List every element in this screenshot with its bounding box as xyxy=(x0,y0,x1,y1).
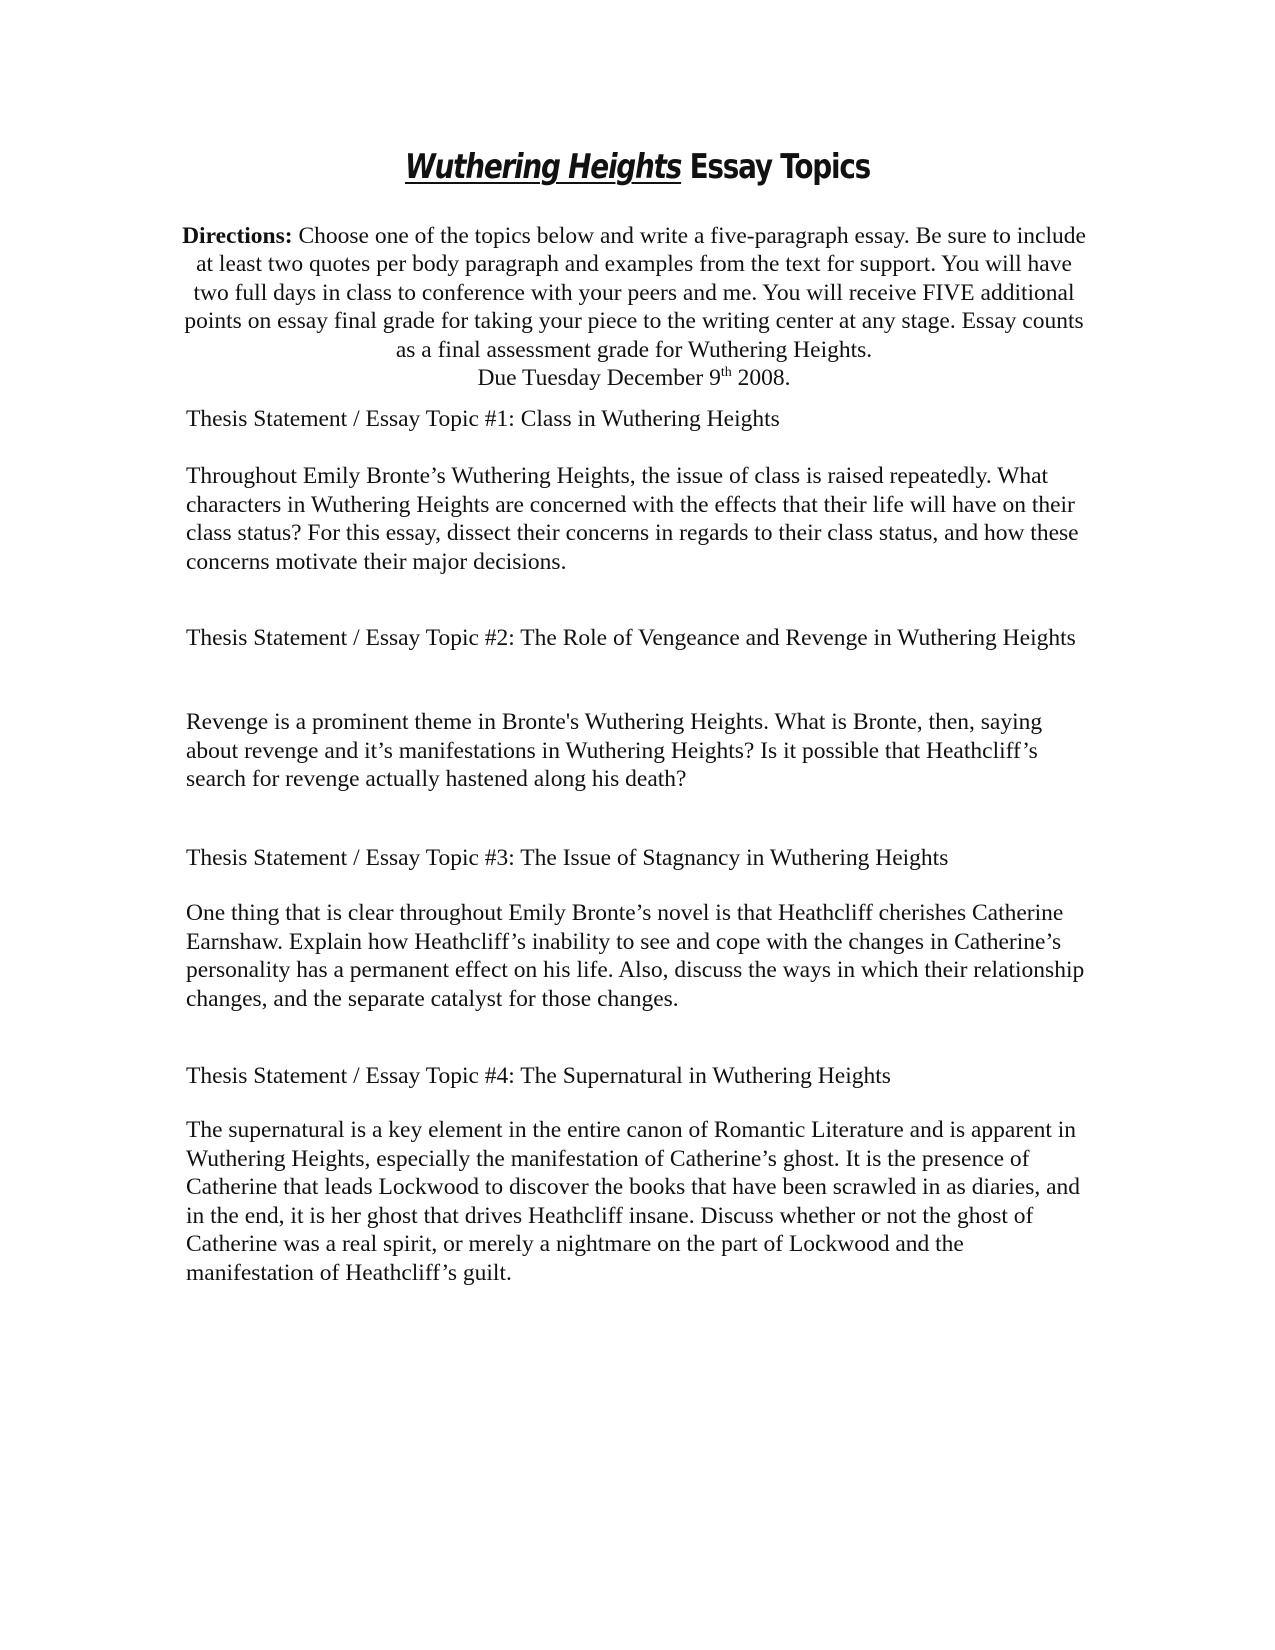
directions-label: Directions: xyxy=(182,223,293,249)
topic-body: The supernatural is a key element in the entire canon of Romantic Literature and is apparent in Wuthering Heights, especially the manifestation of Catherine’s ghost. It is the presence of Catherine that leads Lockwood to discover the books that have been scrawled in as diaries, and in the end, it is her ghost that drives Heathcliff insane. Discuss whether or not the ghost of Catherine was a real spirit, or merely a nightmare on the part of Lockwood and the manifestation of Heathcliff’s guilt. xyxy=(186,1117,1081,1286)
topic-3-body xyxy=(186,899,1086,1013)
topic-heading: Thesis Statement / Essay Topic #3: The Issue of Stagnancy in Wuthering Heights xyxy=(186,845,949,871)
topic-3-heading xyxy=(186,844,1086,873)
due-date-line xyxy=(477,365,790,391)
topic-1-heading xyxy=(186,405,1086,434)
topic-heading: Thesis Statement / Essay Topic #1: Class in Wuthering Heights xyxy=(186,406,780,432)
topic-4-body xyxy=(186,1116,1086,1288)
topic-4-heading xyxy=(186,1062,1086,1091)
directions-block xyxy=(180,222,1088,392)
due-date-ordinal: th xyxy=(720,365,732,381)
topic-1-body xyxy=(186,462,1086,576)
page-title xyxy=(115,145,1161,189)
topic-heading: Thesis Statement / Essay Topic #4: The Supernatural in Wuthering Heights xyxy=(186,1063,891,1089)
topic-body: Revenge is a prominent theme in Bronte's Wuthering Heights. What is Bronte, then, saying about revenge and it’s manifestations in Wuthering Heights? Is it possible that Heathcliff’s search for revenge actually hastened along his death? xyxy=(186,709,1043,793)
title-book-name: Wuthering Heights xyxy=(404,147,682,187)
due-date-suffix: 2008. xyxy=(731,365,791,392)
topic-body: Throughout Emily Bronte’s Wuthering Heights, the issue of class is raised repeatedly. What characters in Wuthering Heights are concerned with the effects that their life will have on their class status? For this essay, dissect their concerns in regards to their class status, and how these concerns motivate their major decisions. xyxy=(186,463,1079,575)
title-suffix: Essay Topics xyxy=(689,147,871,187)
topic-2-body xyxy=(186,708,1086,794)
directions-text: Choose one of the topics below and write a five-paragraph essay. Be sure to include at least two quotes per body paragraph and examples from the text for support. You will have two full days in class to conference with your peers and me. You will receive FIVE additional points on essay final grade for taking your piece to the writing center at any stage. Essay counts as a final assessment grade for Wuthering Heights. xyxy=(184,223,1086,363)
topic-2-heading xyxy=(186,624,1086,653)
due-date-prefix: Due Tuesday December 9 xyxy=(477,365,721,392)
topic-heading: Thesis Statement / Essay Topic #2: The Role of Vengeance and Revenge in Wuthering Heights xyxy=(186,625,1076,651)
topic-body: One thing that is clear throughout Emily Bronte’s novel is that Heathcliff cherishes Catherine Earnshaw. Explain how Heathcliff’s inability to see and cope with the changes in Catherine’s personality has a permanent effect on his life. Also, discuss the ways in which their relationship changes, and the separate catalyst for those changes. xyxy=(186,900,1085,1012)
